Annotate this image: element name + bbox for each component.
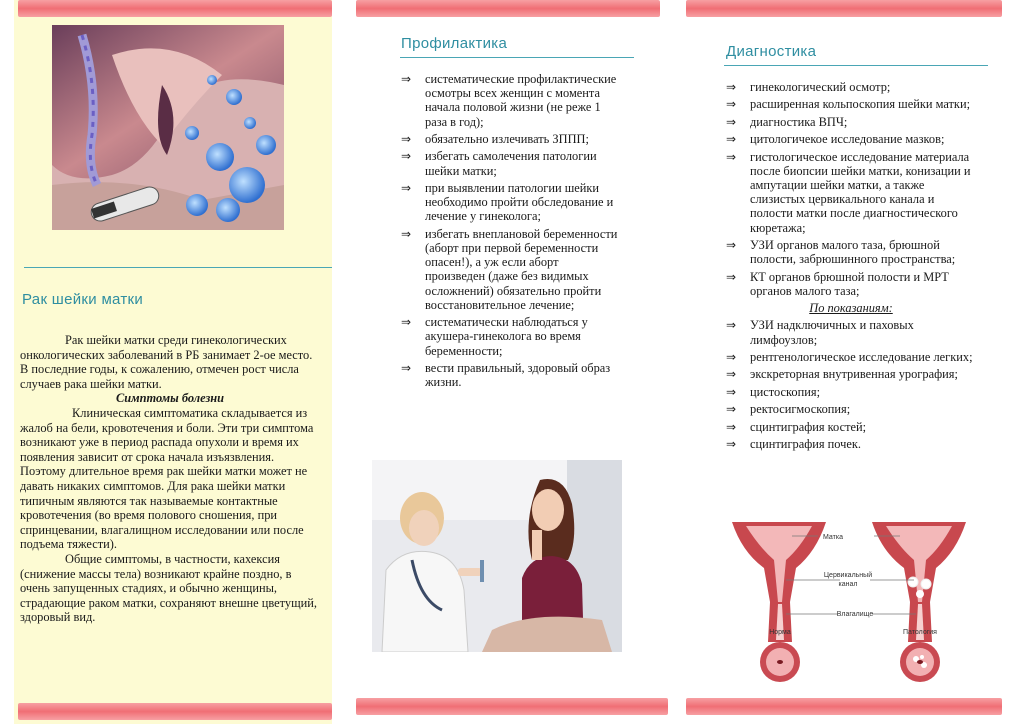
arrow-icon: ⇒ [726,419,737,434]
bottom-bar [356,698,668,715]
list-item: ⇒ сцинтиграфия костей; [726,419,867,434]
by-indication-label: По показаниям: [809,301,893,316]
list-item: ⇒ рентгенологическое исследование легких; [726,349,973,364]
list-item: ⇒ при выявлении патологии шейки необходимо пройти обследование и лечение у гинеколога; [401,180,614,224]
divider [724,65,988,66]
arrow-icon: ⇒ [401,72,412,86]
list-item: ⇒ УЗИ надключичных и паховых лимфоузлов; [726,318,914,347]
top-bar [686,0,1002,17]
list-item: ⇒ избегать самолечения патологии шейки матки; [401,149,597,178]
bottom-bar [18,703,332,720]
list-item: ⇒ цистоскопия; [726,384,821,399]
diagnostics-list [726,80,976,298]
symptoms-paragraph: Клиническая симптоматика складывается из жалоб на бели, кровотечения и боли. Эти три симптома возникают уже в период распада опухоли и время их появления зависит от срока начала изъязвления. Поэтому длительное время рак шейки матки может не давать никаких симптомов. Для рака шейки матки типичным являются так называемые контактные кровотечения (во время полового сношения, при спринцевании, влагалищном исследовании или после подъема тяжести). [20,405,314,552]
general-symptoms-paragraph: Общие симптомы, в частности, кахексия (снижение массы тела) возникают крайне поздно, в очень запущенных стадиях, и обычно женщины, страдающие раком матки, сохраняют внешне цветущий, здоровый вид. [20,551,317,625]
arrow-icon: ⇒ [401,226,412,241]
uterus-diagram-svg [730,512,970,690]
arrow-icon: ⇒ [401,180,412,195]
arrow-icon: ⇒ [401,132,412,146]
arrow-icon: ⇒ [726,367,737,382]
arrow-icon: ⇒ [401,360,412,375]
doctor-patient-photo [372,460,622,652]
list-item: ⇒ диагностика ВПЧ; [726,114,848,129]
arrow-icon: ⇒ [726,269,737,284]
uterus-diagram [730,512,970,690]
top-bar [18,0,332,17]
arrow-icon: ⇒ [726,149,737,164]
list-item: ⇒ гинекологический осмотр; [726,80,891,94]
label-cervical-canal-line2: канал [838,581,858,588]
arrow-icon: ⇒ [726,114,737,129]
cervix-virus-drawing [52,25,284,230]
list-item: ⇒ систематические профилактические осмотры всех женщин с момента начала половой жизни (не реже 1 раза в год); [401,72,617,129]
symptoms-title: Симптомы болезни [115,391,225,406]
label-uterus: Матка [823,534,843,541]
arrow-icon: ⇒ [401,149,412,164]
list-item: ⇒ экскреторная внутривенная урография; [726,367,958,382]
doctor-patient-drawing [372,460,622,652]
list-item: ⇒ систематически наблюдаться у акушера-гинеколога во время беременности; [401,315,588,358]
panel-middle [356,0,664,724]
divider [24,267,332,268]
bottom-bar [686,698,1002,715]
prevention-list [401,72,621,393]
panel-right [686,0,1006,724]
arrow-icon: ⇒ [726,80,737,94]
arrow-icon: ⇒ [726,132,737,147]
cervical-cancer-illustration [52,25,284,230]
list-item: ⇒ избегать внеплановой беременности (аборт при первой беременности опасен!), а уж если аборт произведен (даже без видимых осложнений) обязательно пройти восстановительное лечение; [401,226,618,312]
divider [400,57,634,58]
arrow-icon: ⇒ [726,436,737,451]
list-item: ⇒ КТ органов брюшной полости и МРТ органов малого таза; [726,269,949,298]
arrow-icon: ⇒ [726,384,737,399]
list-item: ⇒ гистологическое исследование материала после биопсии шейки матки, конизации и ампутации шейки матки, а также слизистых цервикального канала и полости матки после диагностического кюретажа; [726,149,971,235]
label-vagina: Влагалище [836,611,874,618]
arrow-icon: ⇒ [726,97,737,112]
arrow-icon: ⇒ [726,318,737,333]
intro-paragraph: Рак шейки матки среди гинекологических онкологических заболеваний в РБ занимает 2-ое место. В последние годы, к сожалению, отмечен рост числа случаев рака шейки матки. [20,333,313,391]
list-item: ⇒ УЗИ органов малого таза, брюшной полости, забрюшинного пространства; [726,237,956,267]
list-item: ⇒ цитологичекое исследование мазков; [726,132,945,147]
top-bar [356,0,660,17]
label-pathology: Патология [903,629,937,636]
list-item: ⇒ расширенная кольпоскопия шейки матки; [726,97,971,112]
diagnostics-block [726,80,976,454]
section-heading: Рак шейки матки [22,291,144,308]
label-cervical-canal-line1: Цервикальный [823,572,873,579]
panel-left [14,0,332,724]
arrow-icon: ⇒ [726,349,737,364]
article-text [20,333,320,625]
section-heading: Диагностика [726,43,817,60]
arrow-icon: ⇒ [726,237,737,252]
arrow-icon: ⇒ [726,402,737,417]
section-heading: Профилактика [401,35,508,52]
indication-list [726,318,976,451]
arrow-icon: ⇒ [401,315,412,330]
list-item: ⇒ обязательно излечивать ЗППП; [401,132,589,146]
list-item: ⇒ ректосигмоскопия; [726,402,851,417]
label-norm: Норма [769,629,791,636]
list-item: ⇒ сцинтиграфия почек. [726,436,862,451]
list-item: ⇒ вести правильный, здоровый образ жизни. [401,360,611,390]
